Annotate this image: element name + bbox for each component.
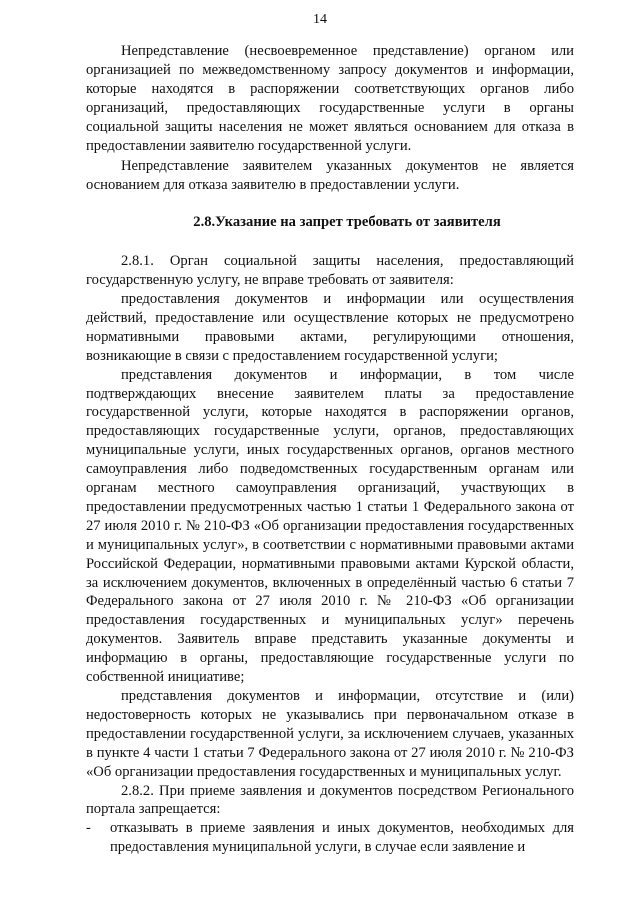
- paragraph-2-8-1: 2.8.1. Орган социальной защиты населения, предоставляющий государственную услугу, не вправе требовать от заявителя:: [86, 253, 574, 289]
- page-number: 14: [313, 12, 327, 27]
- list-item-text: отказывать в приеме заявления и иных документов, необходимых для предоставления муниципальной услуги, в случае если заявление и: [110, 820, 574, 856]
- paragraph-unreliable-documents: представления документов и информации, отсутствие и (или) недостоверность которых не указывались при первоначальном отказе в предоставлении государственной услуги, за исключением случаев, указанных в пункте 4 части 1 статьи 7 Федерального закона от 27 июля 2010 г. № 210-ФЗ «Об организации предоставления государственных и муниципальных услуг.: [86, 688, 574, 780]
- section-heading-2-8: 2.8.Указание на запрет требовать от заявителя: [193, 214, 501, 231]
- paragraph-submission-of-documents: представления документов и информации, в том числе подтверждающих внесение заявителем платы за предоставление государственной услуги, которые находятся в распоряжении органов, предоставляющих государственные услуги, органов, предоставляющих муниципальные услуги, иных государственных органов, органов местного самоуправления либо подведомственных государственным органам или органам местного самоуправления организаций, участвующих в предоставлении предусмотренных частью 1 статьи 1 Федерального закона от 27 июля 2010 г. № 210-ФЗ «Об организации предоставления государственных и муниципальных услуг», в соответствии с нормативными правовыми актами Российской Федерации, нормативными правовыми актами Курской области, за исключением документов, включенных в определённый частью 6 статьи 7 Федерального закона от 27 июля 2010 г. № 210-ФЗ «Об организации предоставления государственных и муниципальных услуг» перечень документов. Заявитель вправе представить указанные документы и информацию в органы, предоставляющие государственные услуги по собственной инициативе;: [86, 366, 574, 686]
- paragraph-provision-of-documents: предоставления документов и информации или осуществления действий, предоставление или осуществление которых не предусмотрено нормативными правовыми актами, регулирующими отношения, возникающие в связи с предоставлением государственной услуги;: [86, 290, 574, 364]
- paragraph-2-8-2: 2.8.2. При приеме заявления и документов посредством Регионального портала запрещается:: [86, 782, 574, 818]
- document-body: [86, 42, 574, 857]
- paragraph-nonsubmission-by-agency: Непредставление (несвоевременное представление) органом или организацией по межведомственному запросу документов и информации, которые находятся в распоряжении соответствующих органов либо организаций, предоставляющих государственные услуги в органы социальной защиты населения не может являться основанием для отказа в предоставлении заявителю государственной услуги.: [86, 43, 574, 154]
- paragraph-nonsubmission-by-applicant: Непредставление заявителем указанных документов не является основанием для отказа заявителю в предоставлении услуги.: [86, 158, 574, 194]
- dash-marker: -: [86, 820, 91, 837]
- list-item-refuse-acceptance: [86, 819, 574, 857]
